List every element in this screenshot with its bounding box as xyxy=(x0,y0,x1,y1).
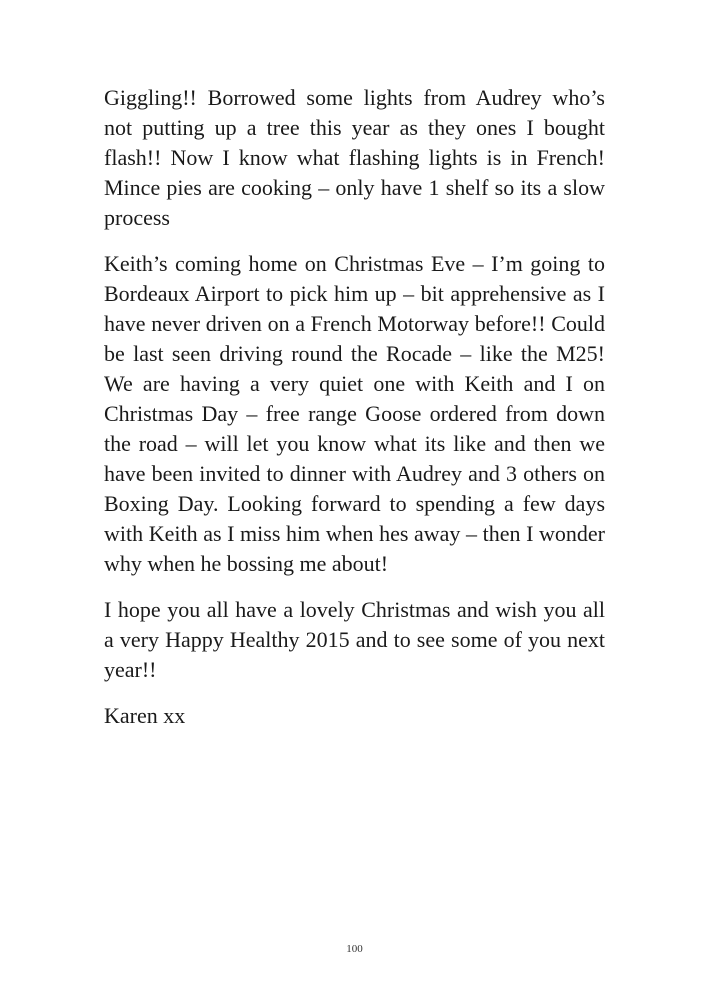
letter-body xyxy=(104,83,605,731)
page-number: 100 xyxy=(346,943,363,955)
paragraph-lights-mince-pies: Giggling!! Borrowed some lights from Audrey who’s not putting up a tree this year as they ones I bought flash!! Now I know what flashing lights is in French! Mince pies are cooking – only have 1 shelf so its a slow process xyxy=(104,85,605,230)
signature: Karen xx xyxy=(104,703,186,728)
paragraph-keith-christmas: Keith’s coming home on Christmas Eve – I’m going to Bordeaux Airport to pick him up – bit apprehensive as I have never driven on a French Motorway before!! Could be last seen driving round the Rocade – like the M25! We are having a very quiet one with Keith and I on Christmas Day – free range Goose ordered from down the road – will let you know what its like and then we have been invited to dinner with Audrey and 3 others on Boxing Day. Looking forward to spending a few days with Keith as I miss him when hes away – then I wonder why when he bossing me about! xyxy=(104,251,605,576)
paragraph-christmas-wishes: I hope you all have a lovely Christmas and wish you all a very Happy Healthy 2015 and to see some of you next year!! xyxy=(104,597,605,682)
